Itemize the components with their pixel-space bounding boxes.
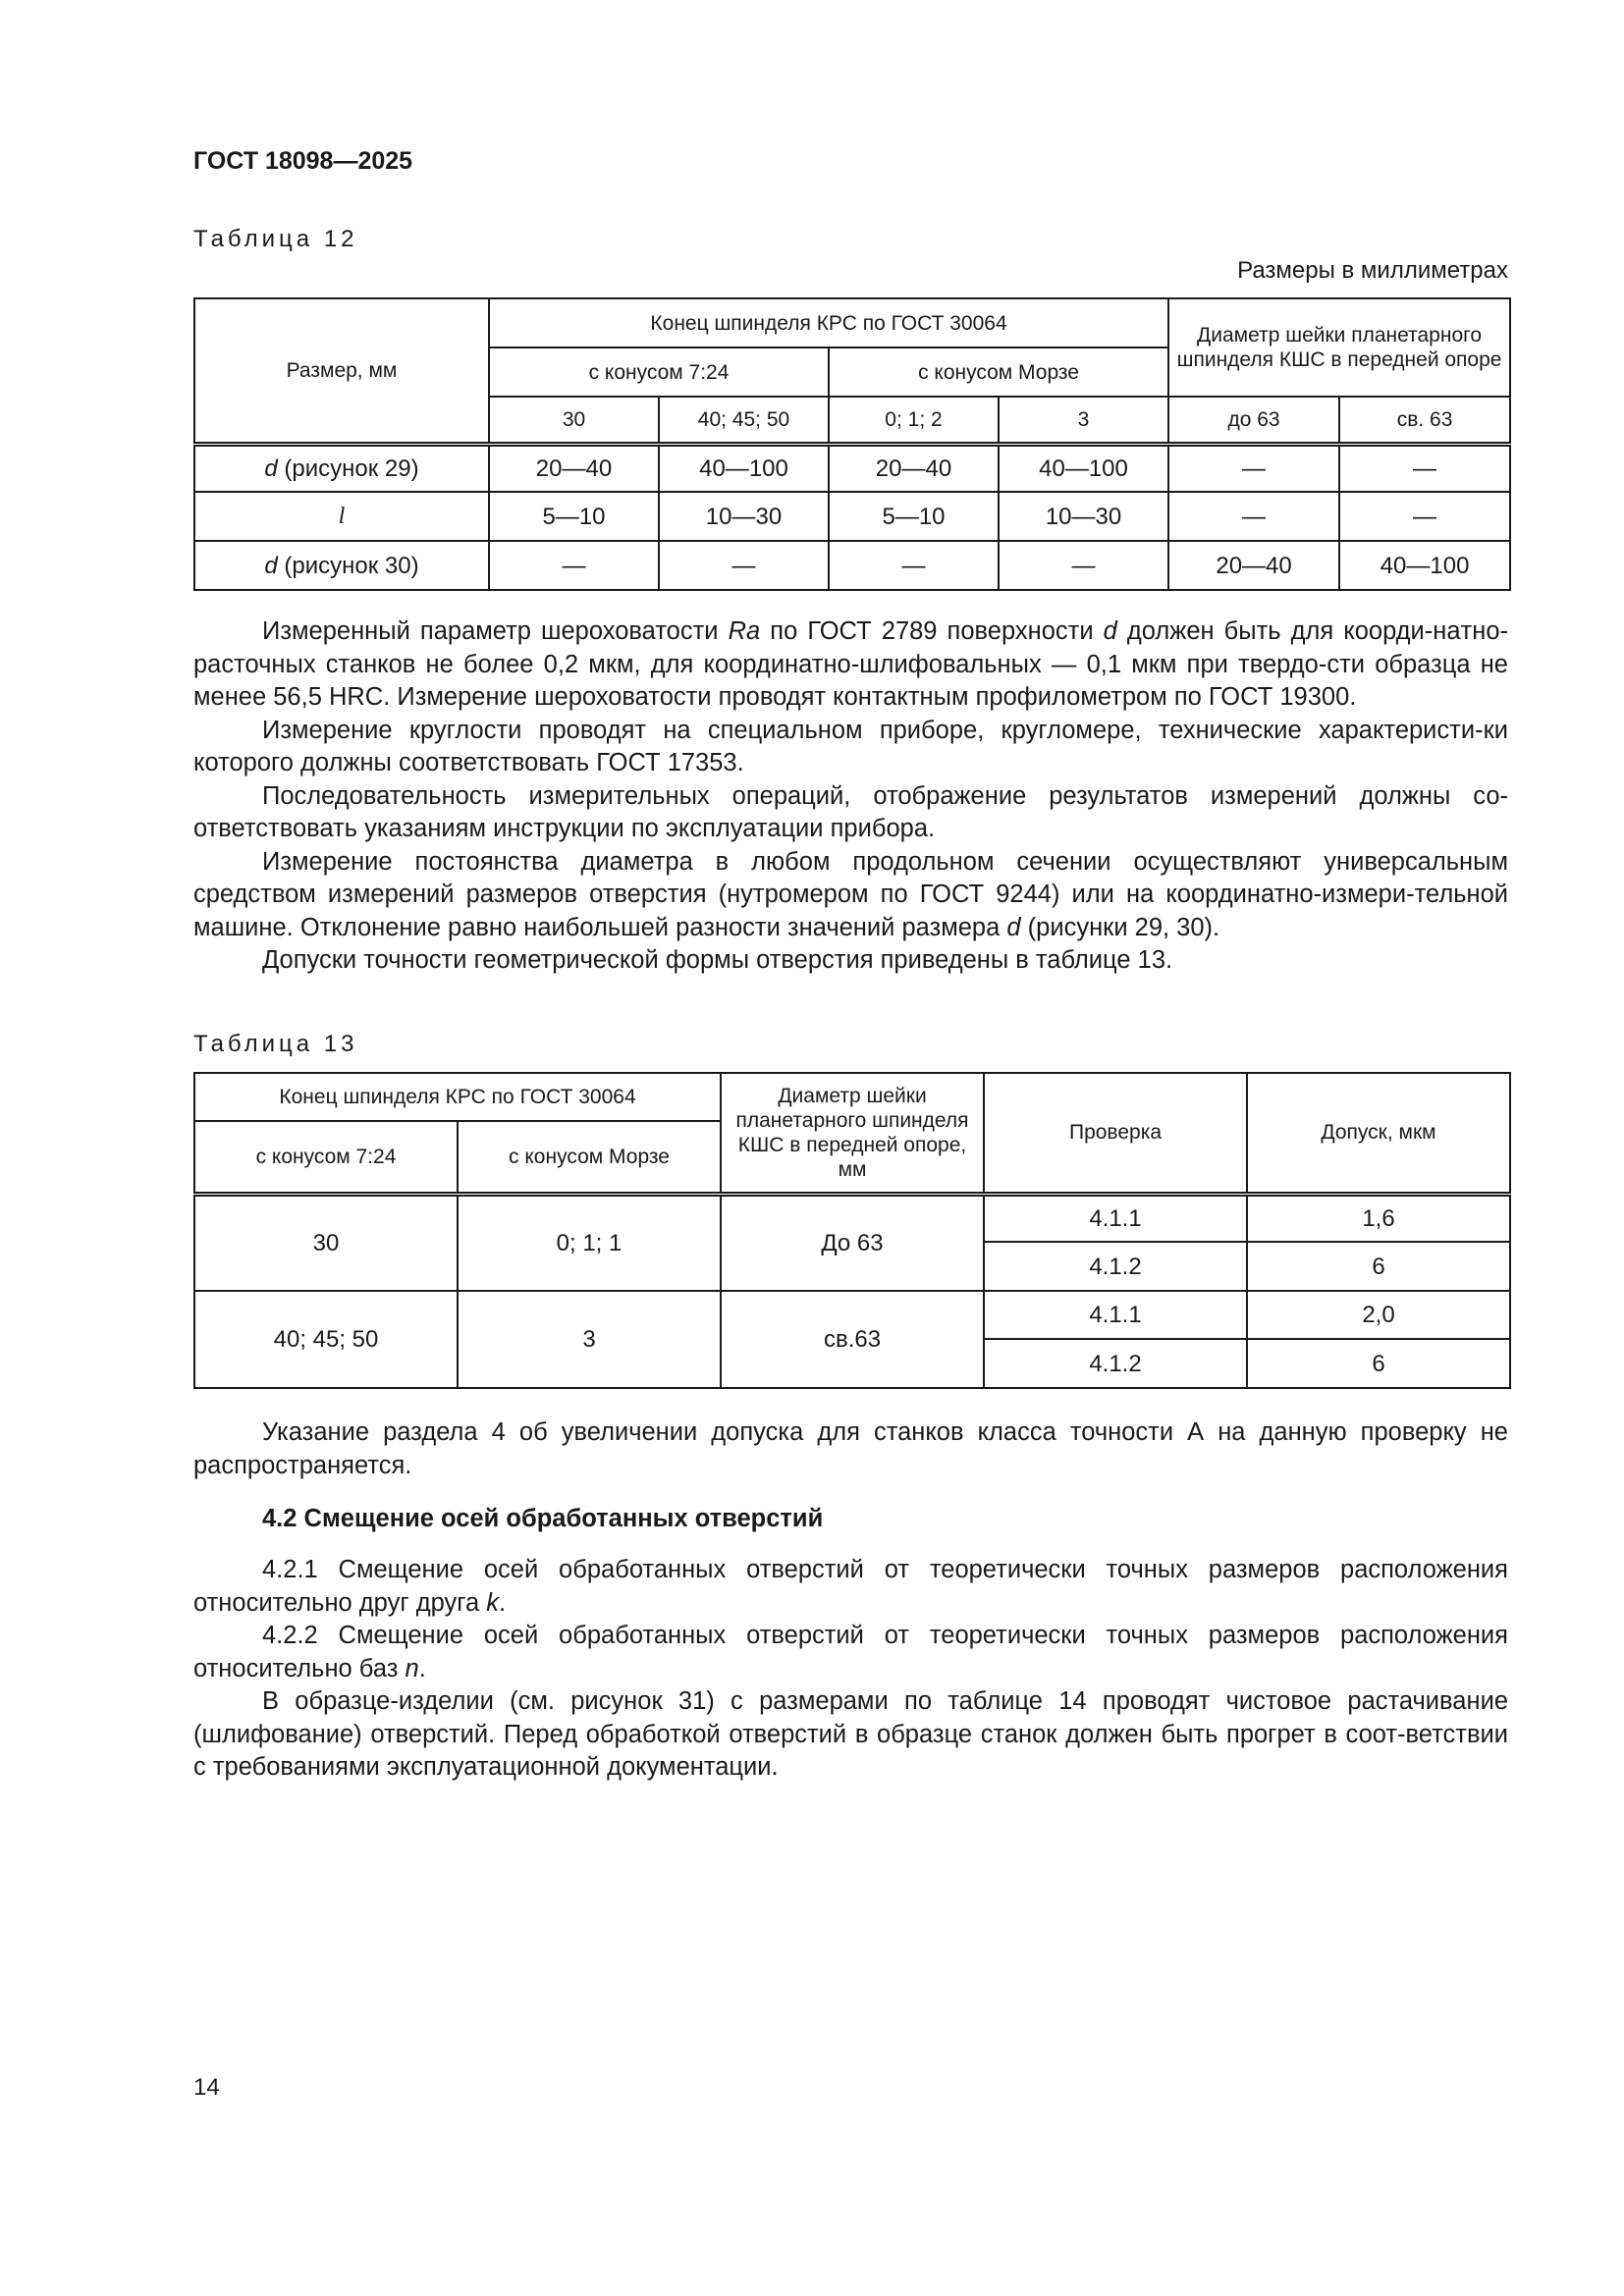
table-row: [194, 444, 1510, 492]
page-number: 14: [193, 2074, 220, 2101]
paragraph-roughness: Измеренный параметр шероховатости Ra по ГОСТ 2789 поверхности d должен быть для коорди-нaтно-расточных станков не более 0,2 мкм, для координатно-шлифовальных — 0,1 мкм при твердо-сти образца не менее 56,5 HRC. Измерение шероховатости проводят контактным профилометром по ГОСТ 19300.: [193, 617, 1508, 711]
t13-cell-check: 4.1.1: [984, 1194, 1247, 1242]
t13-cell-diameter: св.63: [721, 1291, 984, 1388]
t12-header-morse: с конусом Морзе: [829, 347, 1168, 397]
t13-cell-diameter: До 63: [721, 1194, 984, 1291]
t12-cell: —: [1168, 492, 1339, 541]
paragraph-class-a-note: Указание раздела 4 об увеличении допуска для станков класса точности А на данную проверку не распространяется.: [193, 1418, 1508, 1479]
section-title: 4.2 Смещение осей обработанных отверстий: [262, 1505, 824, 1532]
t12-header-size: Размер, мм: [194, 298, 489, 444]
t13-cell-tolerance: 6: [1247, 1339, 1510, 1388]
body-text-block-1: [193, 615, 1508, 978]
t13-cell-cone724: 30: [194, 1194, 458, 1291]
table-row: [194, 1194, 1510, 1242]
table-13-caption: Таблица 13: [193, 1031, 358, 1057]
t13-cell-tolerance: 2,0: [1247, 1291, 1510, 1339]
paragraph-sample-boring: В образце-изделии (см. рисунок 31) с размерами по таблице 14 проводят чистовое растачивание (шлифование) отверстий. Перед обработкой отверстий в образце станок должен быть прогрет в соот-ветствии с требованиями эксплуатационной документации.: [193, 1687, 1508, 1781]
t13-cell-cone724: 40; 45; 50: [194, 1291, 458, 1388]
document-header: ГОСТ 18098—2025: [193, 147, 413, 175]
t12-cell: 40—100: [1339, 541, 1510, 590]
t13-header-check: Проверка: [984, 1073, 1247, 1194]
t12-cell: —: [829, 541, 999, 590]
t12-cell: 40—100: [659, 444, 829, 492]
paragraph-4-2-1: 4.2.1 Смещение осей обработанных отверстий от теоретически точных размеров расположения относительно друг друга k.: [193, 1556, 1508, 1617]
units-note: Размеры в миллиметрах: [1237, 257, 1508, 284]
t12-subcol: 3: [999, 397, 1168, 444]
paragraph-4-2-2: 4.2.2 Смещение осей обработанных отверстий от теоретически точных размеров расположения относительно баз n.: [193, 1622, 1508, 1682]
t12-subcol: 0; 1; 2: [829, 397, 999, 444]
t12-row-label: d (рисунок 29): [194, 444, 489, 492]
t13-header-diameter: Диаметр шейки планетарного шпинделя КШС в передней опоре, мм: [721, 1073, 984, 1194]
paragraph-roundness: Измерение круглости проводят на специальном приборе, кругломере, технические характеристи-ки которого должны соответствовать ГОСТ 17353.: [193, 716, 1508, 776]
t12-cell: 20—40: [489, 444, 659, 492]
t12-cell: —: [999, 541, 1168, 590]
t12-subcol: св. 63: [1339, 397, 1510, 444]
t13-cell-check: 4.1.2: [984, 1339, 1247, 1388]
table-row: [194, 1291, 1510, 1339]
table-12: [193, 297, 1511, 591]
t12-cell: 10—30: [999, 492, 1168, 541]
t13-header-tolerance: Допуск, мкм: [1247, 1073, 1510, 1194]
t13-cell-tolerance: 6: [1247, 1242, 1510, 1291]
body-text-block-2: [193, 1416, 1508, 1482]
body-text-block-3: [193, 1554, 1508, 1785]
t13-cell-check: 4.1.1: [984, 1291, 1247, 1339]
t13-cell-check: 4.1.2: [984, 1242, 1247, 1291]
t12-cell: —: [1339, 492, 1510, 541]
t12-cell: 5—10: [829, 492, 999, 541]
paragraph-tolerances-ref: Допуски точности геометрической формы отверстия приведены в таблице 13.: [262, 946, 1173, 974]
t12-cell: 5—10: [489, 492, 659, 541]
t12-subcol: 40; 45; 50: [659, 397, 829, 444]
t13-cell-morse: 3: [458, 1291, 721, 1388]
t13-cell-morse: 0; 1; 1: [458, 1194, 721, 1291]
table-row: [194, 492, 1510, 541]
t13-header-cone724: с конусом 7:24: [194, 1121, 458, 1194]
t13-cell-tolerance: 1,6: [1247, 1194, 1510, 1242]
paragraph-sequence: Последовательность измерительных операций, отображение результатов измерений должны со-ответствовать указаниям инструкции по эксплуатации прибора.: [193, 781, 1508, 842]
t12-subcol: до 63: [1168, 397, 1339, 444]
t12-cell: 20—40: [1168, 541, 1339, 590]
t12-row-label: l: [194, 492, 489, 541]
t12-row-label: d (рисунок 30): [194, 541, 489, 590]
t13-header-krs: Конец шпинделя КРС по ГОСТ 30064: [194, 1073, 721, 1121]
t12-header-krs: Конец шпинделя КРС по ГОСТ 30064: [489, 298, 1168, 347]
t12-cell: 40—100: [999, 444, 1168, 492]
table-13: [193, 1072, 1511, 1389]
t12-subcol: 30: [489, 397, 659, 444]
t12-cell: 20—40: [829, 444, 999, 492]
t12-cell: —: [1168, 444, 1339, 492]
paragraph-diameter: Измерение постоянства диаметра в любом продольном сечении осуществляют универсальным средством измерений размеров отверстия (нутромером по ГОСТ 9244) или на координатно-измери-тельной машине. Отклонение равно наибольшей разности значений размера d (рисунки 29, 30).: [193, 847, 1508, 941]
t13-header-morse: с конусом Морзе: [458, 1121, 721, 1194]
table-12-caption: Таблица 12: [193, 226, 358, 252]
t12-cell: 10—30: [659, 492, 829, 541]
t12-header-cone724: с конусом 7:24: [489, 347, 829, 397]
t12-cell: —: [489, 541, 659, 590]
t12-cell: —: [659, 541, 829, 590]
t12-cell: —: [1339, 444, 1510, 492]
table-row: [194, 541, 1510, 590]
t12-header-ksh: Диаметр шейки планетарного шпинделя КШС в передней опоре: [1168, 298, 1510, 397]
